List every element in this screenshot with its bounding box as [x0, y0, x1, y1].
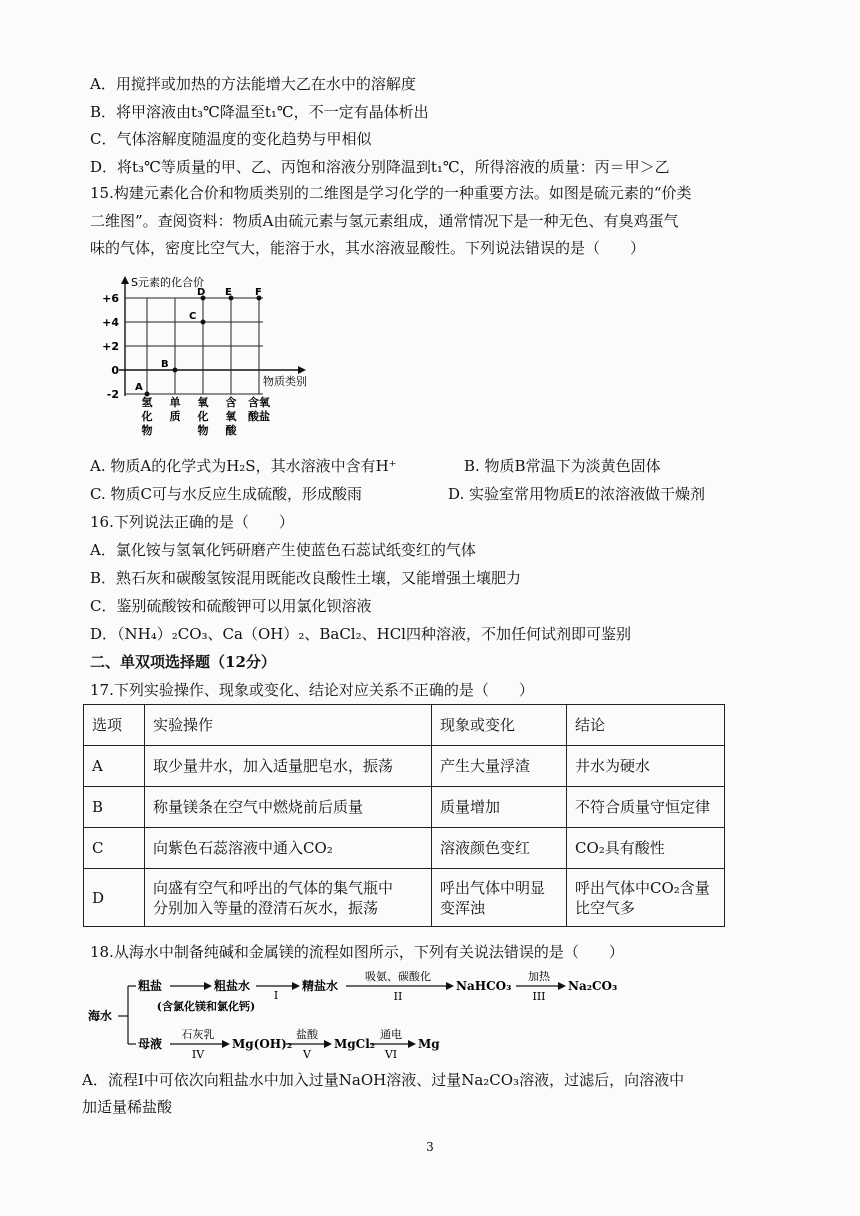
table-cell: 溶液颜色变红 [432, 828, 567, 869]
x-axis-label: 物质类别 [263, 375, 307, 388]
table-cell: 称量镁条在空气中燃烧前后质量 [145, 787, 432, 828]
table-cell: 取少量井水，加入适量肥皂水，振荡 [145, 746, 432, 787]
table-cell: 呼出气体中CO₂含量 比空气多 [567, 869, 725, 927]
table-row [84, 828, 725, 869]
flow-step-label: I [273, 989, 279, 1002]
flow-step-label: V [303, 1048, 311, 1061]
table-header-row [84, 705, 725, 746]
point-c [201, 320, 206, 325]
q16-option-a: A．氯化铵与氢氧化钙研磨产生使蓝色石蕊试纸变红的气体 [90, 541, 476, 559]
flow-refined-brine: 精盐水 [302, 979, 339, 993]
flow-step-label: IV [191, 1048, 205, 1061]
flow-condition: 通电 [380, 1028, 402, 1041]
table-cell: D [84, 869, 145, 927]
flow-seawater: 海水 [88, 1009, 113, 1023]
y-tick: +2 [102, 340, 119, 353]
flow-step-label: VI [384, 1048, 398, 1061]
flow-step-label: III [532, 990, 546, 1003]
table-cell: B [84, 787, 145, 828]
flow-condition: 盐酸 [296, 1028, 318, 1041]
seawater-flow-diagram [88, 966, 618, 1061]
flow-mgcl2: MgCl₂ [334, 1037, 376, 1051]
x-category: 酸盐 [248, 410, 270, 423]
experiment-table [83, 704, 725, 927]
table-cell: 不符合质量守恒定律 [567, 787, 725, 828]
y-tick: +4 [102, 316, 119, 329]
x-category: 化 [141, 410, 153, 423]
q15-stem-line1: 15.构建元素化合价和物质类别的二维图是学习化学的一种重要方法。如图是硫元素的“价类 [90, 184, 692, 202]
q15-option-a: A. 物质A的化学式为H₂S，其水溶液中含有H⁺ [90, 457, 397, 475]
x-category: 质 [169, 410, 181, 423]
q18-stem: 18.从海水中制备纯碱和金属镁的流程如图所示，下列有关说法错误的是（ ） [90, 943, 624, 961]
q14-option-d: D．将t₃℃等质量的甲、乙、丙饱和溶液分别降温到t₁℃，所得溶液的质量：丙＝甲＞乙 [90, 158, 670, 176]
table-cell: A [84, 746, 145, 787]
q14-option-b: B．将甲溶液由t₃℃降温至t₁℃，不一定有晶体析出 [90, 103, 429, 121]
q14-option-c: C．气体溶解度随温度的变化趋势与甲相似 [90, 130, 372, 148]
table-row [84, 787, 725, 828]
point-label: F [255, 287, 262, 298]
valence-category-graph [95, 268, 335, 448]
flow-crude-brine: 粗盐水 [214, 979, 251, 993]
x-category: 含 [225, 396, 237, 409]
flow-condition: 吸氨、碳酸化 [365, 970, 431, 983]
q15-option-d: D. 实验室常用物质E的浓溶液做干燥剂 [448, 485, 705, 503]
q15-stem-line2: 二维图”。查阅资料：物质A由硫元素与氢元素组成，通常情况下是一种无色、有臭鸡蛋气 [90, 212, 679, 230]
x-category: 酸 [225, 424, 237, 437]
x-category: 氧 [225, 410, 237, 423]
y-tick: -2 [106, 388, 119, 401]
flow-brine-note: (含氯化镁和氯化钙) [156, 1000, 256, 1013]
table-header: 实验操作 [145, 705, 432, 746]
flow-condition: 加热 [528, 970, 550, 983]
table-row [84, 869, 725, 927]
q18-option-a-line1: A．流程I中可依次向粗盐水中加入过量NaOH溶液、过量Na₂CO₃溶液，过滤后，向溶液中 [82, 1071, 685, 1089]
table-cell: 向紫色石蕊溶液中通入CO₂ [145, 828, 432, 869]
flow-mgoh2: Mg(OH)₂ [232, 1037, 293, 1051]
point-label: A [135, 382, 143, 393]
x-category: 物 [197, 424, 209, 437]
point-label: E [225, 287, 232, 298]
q15-option-b: B. 物质B常温下为淡黄色固体 [464, 457, 661, 475]
table-cell: 产生大量浮渣 [432, 746, 567, 787]
q15-stem-line3: 味的气体，密度比空气大，能溶于水，其水溶液显酸性。下列说法错误的是（ ） [90, 239, 646, 257]
flow-mg: Mg [418, 1037, 440, 1051]
point-label: C [189, 311, 197, 322]
table-row [84, 746, 725, 787]
flow-crude-salt: 粗盐 [138, 979, 163, 993]
q16-stem: 16.下列说法正确的是（ ） [90, 513, 294, 531]
x-category: 含氧 [248, 396, 270, 409]
q16-option-d: D．（NH₄）₂CO₃、Ca（OH）₂、BaCl₂、HCl四种溶液，不加任何试剂即可鉴别 [90, 625, 631, 643]
flow-step-label: II [393, 990, 403, 1003]
section-heading: 二、单双项选择题（12分） [90, 653, 276, 671]
table-cell: 向盛有空气和呼出的气体的集气瓶中 分别加入等量的澄清石灰水，振荡 [145, 869, 432, 927]
x-category: 单 [169, 396, 181, 409]
point-b [173, 368, 178, 373]
table-cell: CO₂具有酸性 [567, 828, 725, 869]
page-number: 3 [426, 1140, 434, 1154]
flow-mother-liquor: 母液 [138, 1037, 163, 1051]
y-tick: +6 [102, 292, 119, 305]
table-header: 选项 [84, 705, 145, 746]
q16-option-c: C．鉴别硫酸铵和硫酸钾可以用氯化钡溶液 [90, 597, 372, 615]
q16-option-b: B．熟石灰和碳酸氢铵混用既能改良酸性土壤，又能增强土壤肥力 [90, 569, 522, 587]
flow-condition: 石灰乳 [181, 1028, 215, 1041]
table-cell: 质量增加 [432, 787, 567, 828]
flow-na2co3: Na₂CO₃ [568, 979, 618, 993]
flow-nahco3: NaHCO₃ [456, 979, 512, 993]
q15-option-c: C. 物质C可与水反应生成硫酸，形成酸雨 [90, 485, 362, 503]
table-cell: C [84, 828, 145, 869]
point-label: D [197, 287, 206, 298]
y-axis-label: S元素的化合价 [131, 276, 204, 289]
y-tick: 0 [111, 364, 119, 377]
q18-option-a-line2: 加适量稀盐酸 [82, 1098, 173, 1116]
q17-stem: 17.下列实验操作、现象或变化、结论对应关系不正确的是（ ） [90, 681, 534, 699]
q14-option-a: A．用搅拌或加热的方法能增大乙在水中的溶解度 [90, 75, 416, 93]
x-category: 物 [141, 424, 153, 437]
table-cell: 井水为硬水 [567, 746, 725, 787]
table-cell: 呼出气体中明显 变浑浊 [432, 869, 567, 927]
x-category: 氧 [197, 396, 209, 409]
x-category: 氢 [141, 396, 153, 409]
x-category: 化 [197, 410, 209, 423]
table-header: 现象或变化 [432, 705, 567, 746]
point-label: B [161, 359, 169, 370]
table-header: 结论 [567, 705, 725, 746]
